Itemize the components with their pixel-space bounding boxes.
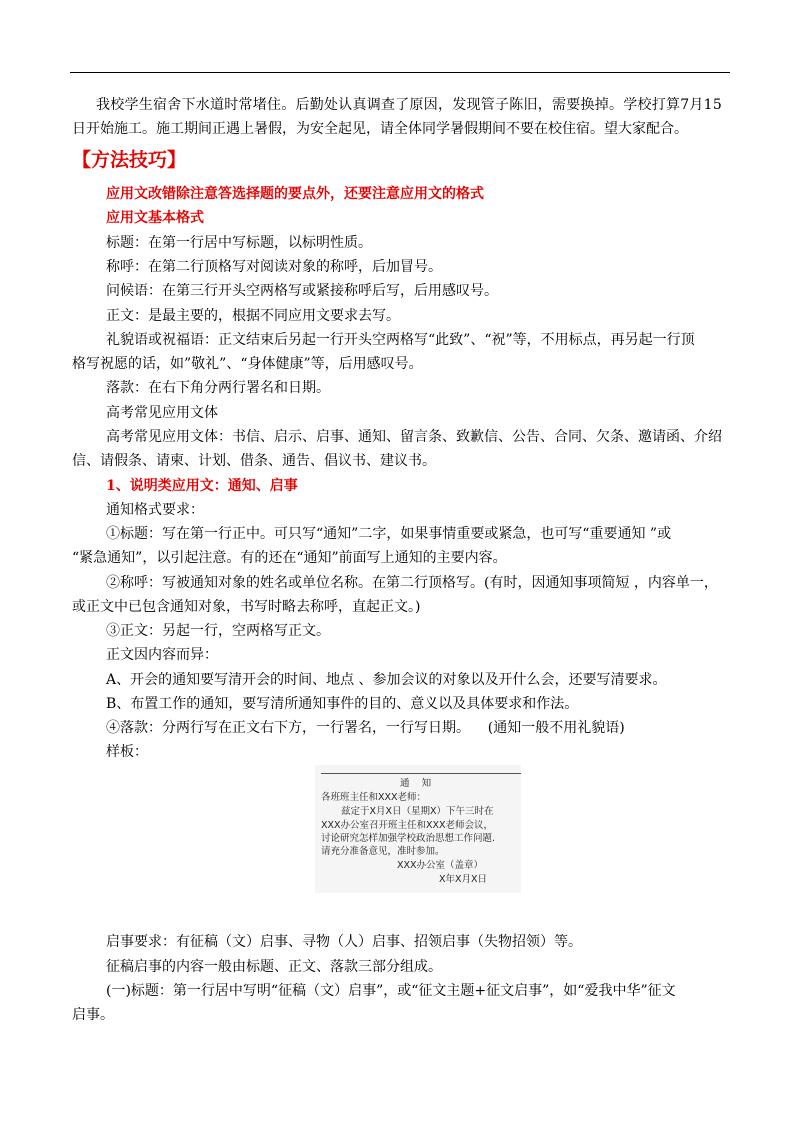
notice-salutation-rule-1: ②称呼：写被通知对象的姓名或单位名称。在第二行顶格写。(有时，因通知事项简短 ，内容单一， [106,575,718,591]
format-signature: 落款：在右下角分两行署名和日期。 [106,380,330,396]
intro-line-2: 日开始施工。施工期间正遇上暑假，为安全起见，请全体同学暑假期间不要在校住宿。望大家配合。 [72,121,688,137]
notice-salutation-rule-2: 或正文中已包含通知对象，书写时略去称呼，直起正文。) [72,599,421,615]
sample-notice-sign: XXX办公室（盖章） [397,860,484,871]
sample-label: 样板： [106,744,148,760]
red-heading-basic-format: 应用文基本格式 [106,210,204,226]
common-types-line-1: 高 考 常 见 应 用 文 体 ： 书 信 、 启 示 、 启 事 、 通 知 、 留 言 条 、 致 歉 信 、 公 告 、 合 同 、 欠 条 、 邀 请 函 、 介 绍 [106,429,722,445]
notice-signature-rule: ④落款：分两行写在正文右下方，一行署名，一行写日期。 (通知一般不用礼貌语) [106,720,625,736]
sample-notice-body-3: 讨论研究怎样加强学校政治思想工作问题. [321,833,496,844]
format-greeting: 问候语：在第三行开头空两格写或紧接称呼后写，后用感叹号。 [106,283,498,299]
red-heading-notice: 1、说明类应用文：通知、启事 [106,478,298,494]
section-title: 【方法技巧】 [72,149,187,171]
qishi-parts: 征稿启事的内容一般由标题、正文、落款三部分组成。 [106,959,442,975]
format-title: 标题：在第一行居中写标题，以标明性质。 [106,235,372,251]
format-closing-1: 礼貌语或祝福语：正文结束后另起一行开头空两格写“此致”、“祝”等，不用标点，再另起一行顶 [106,332,695,348]
notice-title-rule-2: “紧急通知”，以引起注意。有的还在“通知”前面写上通知的主要内容。 [72,550,507,566]
sample-notice-body-4: 请充分准备意见，准时参加。 [321,846,445,857]
qishi-title-rule-1: (一)标题：第一行居中写明“征稿（文）启事”，或“征文主题+征文启事”，如“爱我中华”征文 [106,983,676,999]
sample-notice-date: X年X月X日 [439,874,488,885]
header-rule [70,72,730,73]
notice-requirements: 通知格式要求： [106,502,204,518]
common-types-line-2: 信、请假条、请柬、计划、借条、通告、倡议书、建议书。 [72,453,436,469]
sample-notice-title: 通 知 [400,778,432,789]
notice-body-varies: 正文因内容而异： [106,647,218,663]
sample-notice-body-1: 兹定于X月X日（星期X）下午三时在 [341,806,494,817]
sample-notice-salutation: 各班班主任和XXX老师： [321,792,427,803]
format-body: 正文：是最主要的，根据不同应用文要求去写。 [106,308,400,324]
format-closing-2: 格写祝愿的话，如”敬礼”、“身体健康”等，后用感叹号。 [72,356,423,372]
notice-title-rule-1: ①标题：写在第一行正中。可只写“通知”二字，如果事情重要或紧急，也可写“重要通知 ”或 [106,526,672,542]
sample-notice-image [315,765,521,893]
notice-body-a: A、开会的通知要写清开会的时间、地点 、参加会议的对象以及开什么会，还要写清要求。 [106,672,667,688]
sample-notice-body-2: XXX办公室召开班主任和XXX老师会议， [321,820,494,831]
qishi-title-rule-2: 启事。 [72,1007,114,1023]
sample-notice-rule [321,773,521,774]
notice-body-rule: ③正文：另起一行，空两格写正文。 [106,623,330,639]
qishi-requirements: 启事要求：有征稿（文）启事、寻物（人）启事、招领启事（失物招领）等。 [106,934,582,950]
common-types-heading: 高考常见应用文体 [106,405,218,421]
intro-line-1: 我 校 学 生 宿 舍 下 水 道 时 常 堵 住 。 后 勤 处 认 真 调 查 了 原 因 ， 发 现 管 子 陈 旧 ， 需 要 换 掉 。 学 校 打 算 7 月 1 5 [96,97,722,113]
red-heading-format-note: 应用文改错除注意答选择题的要点外，还要注意应用文的格式 [106,186,484,202]
format-salutation: 称呼：在第二行顶格写对阅读对象的称呼，后加冒号。 [106,259,442,275]
notice-body-b: B、布置工作的通知，要写清所通知事件的目的、意义以及具体要求和作法。 [106,696,579,712]
